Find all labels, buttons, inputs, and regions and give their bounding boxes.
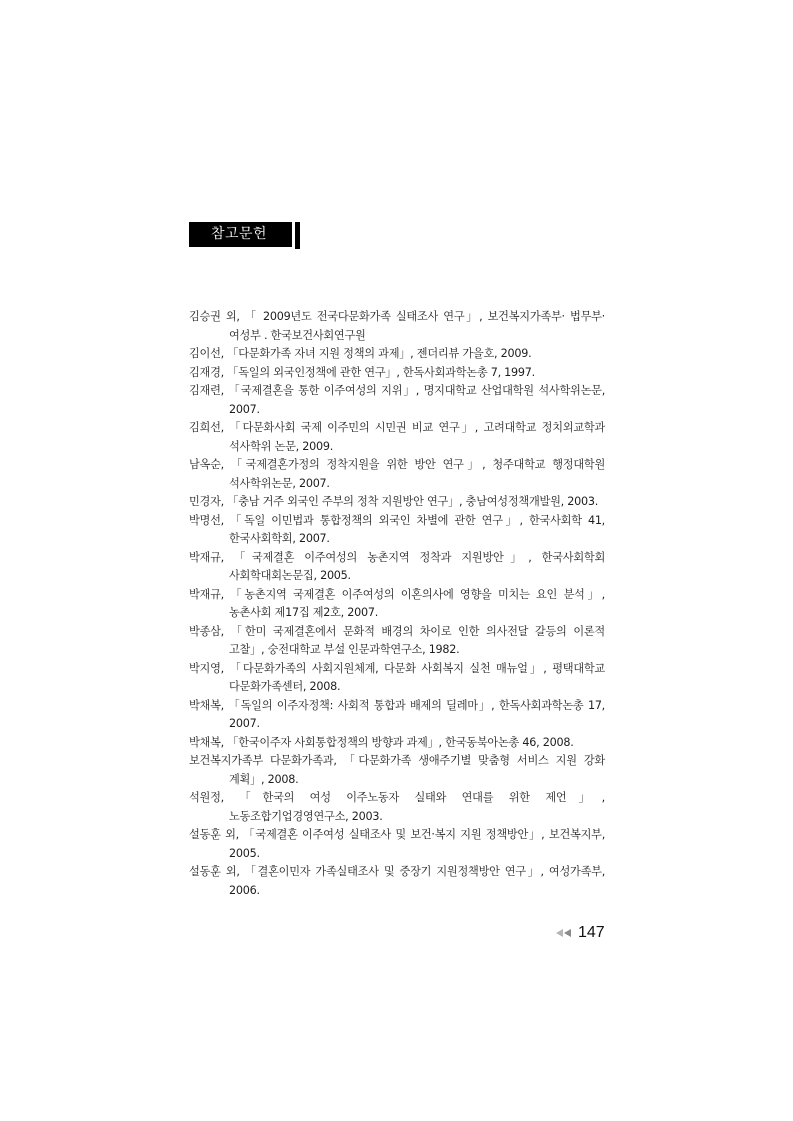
reference-entry: 보건복지가족부 다문화가족과, 「다문화가족 생애주기별 맞춤형 서비스 지원 강화 계획」, 2008.: [189, 754, 605, 786]
page-number: 147: [578, 924, 605, 941]
reference-entry: 김승권 외, 「 2009년도 전국다문화가족 실태조사 연구」, 보건복지가족부· 법무부· 여성부 . 한국보건사회연구원: [189, 310, 605, 342]
reference-entry: 박재규, 「농촌지역 국제결혼 이주여성의 이혼의사에 영향을 미치는 요인 분석」, 농촌사회 제17집 제2호, 2007.: [189, 587, 605, 619]
reference-entry: 김재련, 「국제결혼을 통한 이주여성의 지위」, 명지대학교 산업대학원 석사학위논문, 2007.: [189, 384, 605, 416]
double-left-arrow-icon: [556, 929, 572, 937]
reference-entry: 박지영, 「다문화가족의 사회지원체계, 다문화 사회복지 실천 매뉴얼」, 평택대학교 다문화가족센터, 2008.: [189, 661, 605, 693]
reference-entry: 박종삼, 「한미 국제결혼에서 문화적 배경의 차이로 인한 의사전달 갈등의 이론적 고찰」, 숭전대학교 부설 인문과학연구소, 1982.: [189, 624, 605, 656]
reference-entry: 박채복, 「독일의 이주자정책: 사회적 통합과 배제의 딜레마」, 한독사회과학논총 17, 2007.: [189, 698, 605, 730]
reference-entry: 김희선, 「다문화사회 국제 이주민의 시민권 비교 연구」, 고려대학교 정치외교학과 석사학위 논문, 2009.: [189, 421, 605, 453]
reference-entry: 박채복, 「한국이주자 사회통합정책의 방향과 과제」, 한국동북아논총 46, 2008.: [189, 735, 574, 749]
arrow-left-icon: [564, 929, 571, 937]
arrow-left-icon: [556, 929, 563, 937]
reference-entry: 박명선, 「독일 이민법과 통합정책의 외국인 차별에 관한 연구」, 한국사회학 41, 한국사회학회, 2007.: [189, 513, 605, 545]
header-decoration-bar: [295, 222, 300, 249]
reference-entry: 석원정, 「한국의 여성 이주노동자 실태와 연대를 위한 제언」, 노동조합기업경영연구소, 2003.: [189, 791, 605, 823]
page-footer: [556, 921, 605, 945]
reference-entry: 김이선, 「다문화가족 자녀 지원 정책의 과제」, 젠더리뷰 가을호, 2009.: [189, 347, 532, 360]
reference-entry: 설동훈 외, 「결혼이민자 가족실태조사 및 중장기 지원정책방안 연구」, 여성가족부, 2006.: [189, 865, 605, 897]
reference-list: [189, 308, 605, 900]
reference-entry: 김재경, 「독일의 외국인정책에 관한 연구」, 한독사회과학논총 7, 1997.: [189, 365, 535, 379]
reference-entry: 남옥순, 「국제결혼가정의 정착지원을 위한 방안 연구」, 청주대학교 행정대학원 석사학위논문, 2007.: [189, 458, 605, 490]
reference-entry: 설동훈 외, 「국제결혼 이주여성 실태조사 및 보건·복지 지원 정책방안」, 보건복지부, 2005.: [189, 828, 605, 860]
reference-entry: 민경자, 「충남 거주 외국인 주부의 정착 지원방안 연구」, 충남여성정책개발원, 2003.: [189, 495, 599, 508]
reference-entry: 박재규, 「국제결혼 이주여성의 농촌지역 정착과 지원방안」, 한국사회학회 사회학대회논문집, 2005.: [189, 550, 605, 582]
section-title: 참고문헌: [189, 222, 295, 247]
